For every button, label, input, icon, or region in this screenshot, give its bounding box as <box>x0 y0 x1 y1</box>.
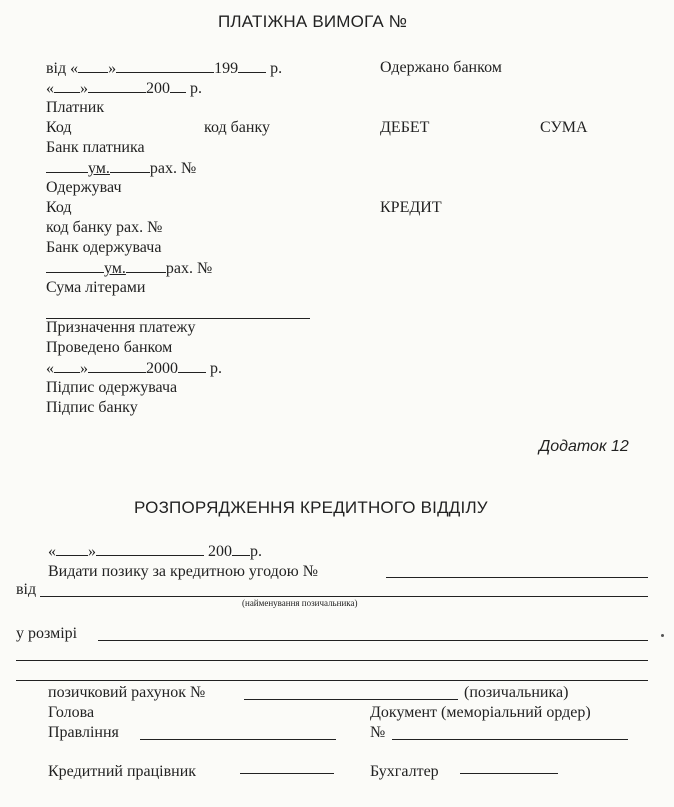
from-label: від <box>16 581 37 598</box>
amount-line-3[interactable] <box>16 680 648 681</box>
code-label-2: Код <box>46 199 72 216</box>
date-mid: » <box>80 360 88 377</box>
form1-title: ПЛАТІЖНА ВИМОГА № <box>218 12 408 31</box>
borrower-name-line[interactable] <box>40 596 648 597</box>
agreement-number-line[interactable] <box>386 577 648 578</box>
bank-code-label: код банку <box>204 119 270 136</box>
sum-label: СУМА <box>540 119 588 136</box>
code-label: Код <box>46 119 72 136</box>
date-suffix: р. <box>250 543 262 560</box>
date-line-1 <box>46 58 282 79</box>
amount-label: у розмірі <box>16 625 78 642</box>
date-prefix: « <box>46 80 54 97</box>
credit-label: КРЕДИТ <box>380 199 442 216</box>
day-blank[interactable] <box>56 541 88 556</box>
month-blank[interactable] <box>88 358 146 373</box>
number-label: № <box>370 724 386 741</box>
date-mid: » <box>108 60 117 77</box>
month-blank[interactable] <box>96 541 204 556</box>
accountant-line[interactable] <box>460 773 558 774</box>
date-prefix: від « <box>46 60 79 77</box>
loan-account-line[interactable] <box>244 699 458 700</box>
board-label: Правління <box>48 724 119 741</box>
bank-blank[interactable] <box>46 158 88 173</box>
debit-label: ДЕБЕТ <box>380 119 430 136</box>
head-label: Голова <box>48 704 95 721</box>
um-label: ум. <box>104 260 126 277</box>
sum-words-label: Сума літерами <box>46 279 146 296</box>
amount-line-1[interactable] <box>98 640 648 641</box>
month-blank[interactable] <box>116 58 214 73</box>
accountant-label: Бухгалтер <box>370 763 439 780</box>
date-suffix: р. <box>266 60 283 77</box>
date-mid: » <box>88 543 96 560</box>
date-suffix: р. <box>206 360 222 377</box>
date-prefix: « <box>46 360 54 377</box>
form2-date-line <box>48 541 262 562</box>
date-line-2 <box>46 78 202 99</box>
document-number-line[interactable] <box>392 739 628 740</box>
year-prefix: 200 <box>208 543 232 560</box>
credit-officer-line[interactable] <box>240 773 334 774</box>
payer-bank-line <box>46 158 196 179</box>
um-label: ум. <box>88 160 110 177</box>
year-blank[interactable] <box>232 541 250 556</box>
day-blank[interactable] <box>54 78 80 93</box>
account-label: рах. № <box>149 160 197 177</box>
borrower-note: (найменування позичальника) <box>242 598 358 608</box>
year-prefix: 200 <box>146 80 170 97</box>
date-line-3 <box>46 358 222 379</box>
appendix-label: Додаток 12 <box>539 438 629 455</box>
payer-bank-label: Банк платника <box>46 139 145 156</box>
loan-account-label: позичковий рахунок № <box>48 684 206 701</box>
year-blank[interactable] <box>238 58 266 73</box>
year-blank[interactable] <box>178 358 206 373</box>
year-prefix: 2000 <box>146 360 178 377</box>
stray-dot <box>661 634 664 637</box>
processed-label: Проведено банком <box>46 339 173 356</box>
payer-label: Платник <box>46 99 105 116</box>
recipient-sign-label: Підпис одержувача <box>46 379 178 396</box>
bank-sign-label: Підпис банку <box>46 399 138 416</box>
amount-line-2[interactable] <box>16 660 648 661</box>
board-sign-line[interactable] <box>140 739 336 740</box>
recipient-bank-line <box>46 258 212 279</box>
of-borrower-label: (позичальника) <box>464 684 569 701</box>
date-mid: » <box>80 80 88 97</box>
date-prefix: « <box>48 543 56 560</box>
received-label: Одержано банком <box>380 59 502 76</box>
credit-officer-label: Кредитний працівник <box>48 763 197 780</box>
date-suffix: р. <box>186 80 202 97</box>
purpose-label: Призначення платежу <box>46 319 196 336</box>
year-prefix: 199 <box>214 60 239 77</box>
bank-code-account-label: код банку рах. № <box>46 219 163 236</box>
account-label: рах. № <box>165 260 213 277</box>
um-blank[interactable] <box>110 158 150 173</box>
um-blank[interactable] <box>126 258 166 273</box>
form2-title: РОЗПОРЯДЖЕННЯ КРЕДИТНОГО ВІДДІЛУ <box>134 498 488 517</box>
month-blank[interactable] <box>88 78 146 93</box>
recipient-label: Одержувач <box>46 179 122 196</box>
day-blank[interactable] <box>78 58 108 73</box>
year-blank[interactable] <box>170 78 186 93</box>
document-label: Документ (меморіальний ордер) <box>370 704 591 721</box>
issue-loan-label: Видати позику за кредитною угодою № <box>48 563 318 580</box>
bank-blank[interactable] <box>46 258 104 273</box>
recipient-bank-label: Банк одержувача <box>46 239 162 256</box>
day-blank[interactable] <box>54 358 80 373</box>
